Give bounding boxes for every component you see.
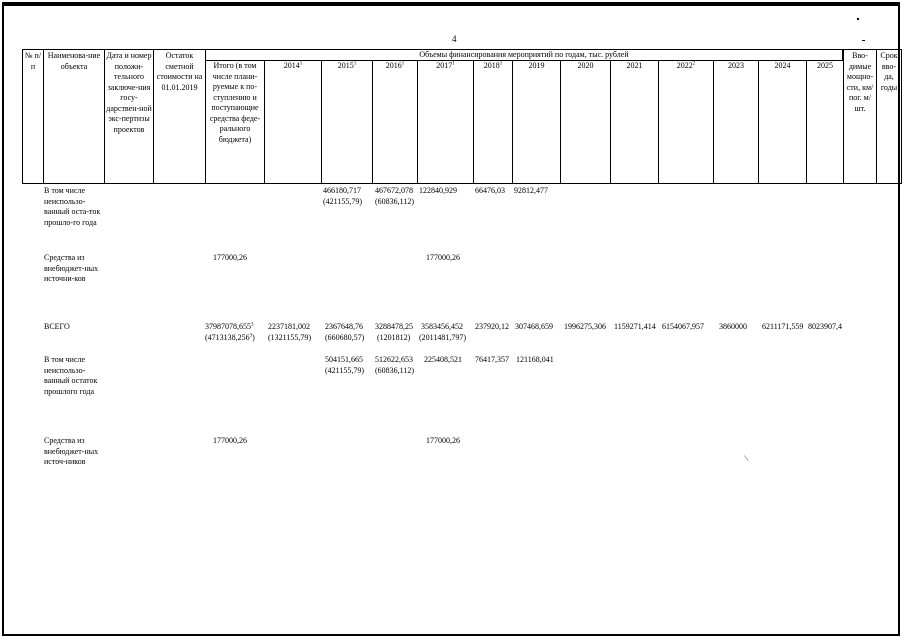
cell-2015: 466180,717 [323,186,361,195]
cell-2015: 504151,665 [325,355,363,364]
cell-total: 177000,26 [213,436,247,445]
cell-2018: 76417,357 [475,355,509,364]
cell-2014-federal: (1321155,79) [268,333,312,342]
header-year-2017: 2017$^1$ [417,60,473,183]
cell-2021: 1159271,414 [614,322,656,331]
cell-2016: 512622,653 [375,355,413,364]
header-num: № п/п [22,50,43,183]
row-label: Средства из внебюджет-ных источни-ков [44,253,99,283]
header-year-2024: 2024 [758,60,806,183]
cell-2018: 66476,03 [475,186,505,195]
cell-2022: 6154067,957 [662,322,704,331]
cell-2014: 2237181,002 [268,322,310,331]
header-right-border [901,49,902,184]
cell-2019: 92812,477 [514,186,548,195]
cell-2019: 121168,041 [516,355,554,364]
cell-2017: 122840,929 [419,186,457,195]
cell-2016-federal: (60836,112) [375,366,415,375]
header-year-2014: 2014$^1$ [264,60,321,183]
cell-total-federal: (4713138,256$^3$) [205,333,255,342]
row-label: В том числе неиспользо-ванный остаток прошлого года [44,355,98,396]
header-name: Наименова-ние объекта [43,50,104,183]
cell-2016: 3288478,25 [375,322,413,331]
cell-2017: 225408,521 [424,355,462,364]
header-term: Срок вво-да, годы [876,50,901,183]
cell-2024: 6211171,559 [762,322,804,331]
header-year-2016: 2016$^1$ [372,60,417,183]
cell-2017-federal: (2011481,797) [419,333,467,342]
cell-2017: 177000,26 [426,436,460,445]
row-label-total: ВСЕГО [44,322,70,331]
cell-2016: 467672,078 [375,186,413,195]
cell-2015-federal: (660680,57) [325,333,365,342]
cell-2017: 3583456,452 [421,322,463,331]
cell-total: 177000,26 [213,253,247,262]
row-label: В том числе неиспользо-ванный оста-ток прошло-го года [44,186,101,227]
cell-2015-federal: (421155,79) [323,197,363,206]
header-year-2020: 2020 [560,60,610,183]
cell-2023: 3860000 [719,322,747,331]
page-number: 4 [452,34,457,44]
cell-2016-federal: (60836,112) [375,197,415,206]
cell-2025: 8023907,4 [808,322,842,331]
cell-2017: 177000,26 [426,253,460,262]
pen-mark: \ [743,452,750,464]
header-year-2022: 2022$^2$ [658,60,713,183]
header-year-2019: 2019 [512,60,560,183]
scan-speck [857,18,859,20]
header-capacity: Вво-димые мощно-сти, км/ пог. м/шт. [843,50,876,183]
cell-2020: 1996275,306 [564,322,606,331]
header-year-2015: 2015$^1$ [321,60,372,183]
header-group-title: Объемы финансирования мероприятий по годам, тыс. рублей [205,50,843,60]
cell-2018: 237920,12 [475,322,509,331]
header-date: Дата и номер положи-тельного заключе-ния госу-дарствен-ной экс-пертизы проектов [104,50,153,183]
row-label: Средства из внебюджет-ных источ-ников [44,436,99,466]
header-bottom-border [22,183,902,184]
cell-2015-federal: (421155,79) [325,366,365,375]
scan-speck [862,40,865,41]
header-total: Итого (в том числе плани-руемые к по-ступлению и поступающие средства феде-рального бюджета) [205,60,264,183]
cell-2019: 307468,659 [515,322,553,331]
header-year-2025: 2025 [806,60,843,183]
cell-2016-federal: (1201812) [377,333,411,342]
cell-total: 37987078,655$^3$ [205,322,254,331]
header-remaining: Остаток сметной стоимости на 01.01.2019 [153,50,205,183]
header-year-2023: 2023 [713,60,758,183]
header-year-2021: 2021 [610,60,658,183]
cell-2015: 2367648,76 [325,322,363,331]
header-year-2018: 2018$^1$ [473,60,512,183]
